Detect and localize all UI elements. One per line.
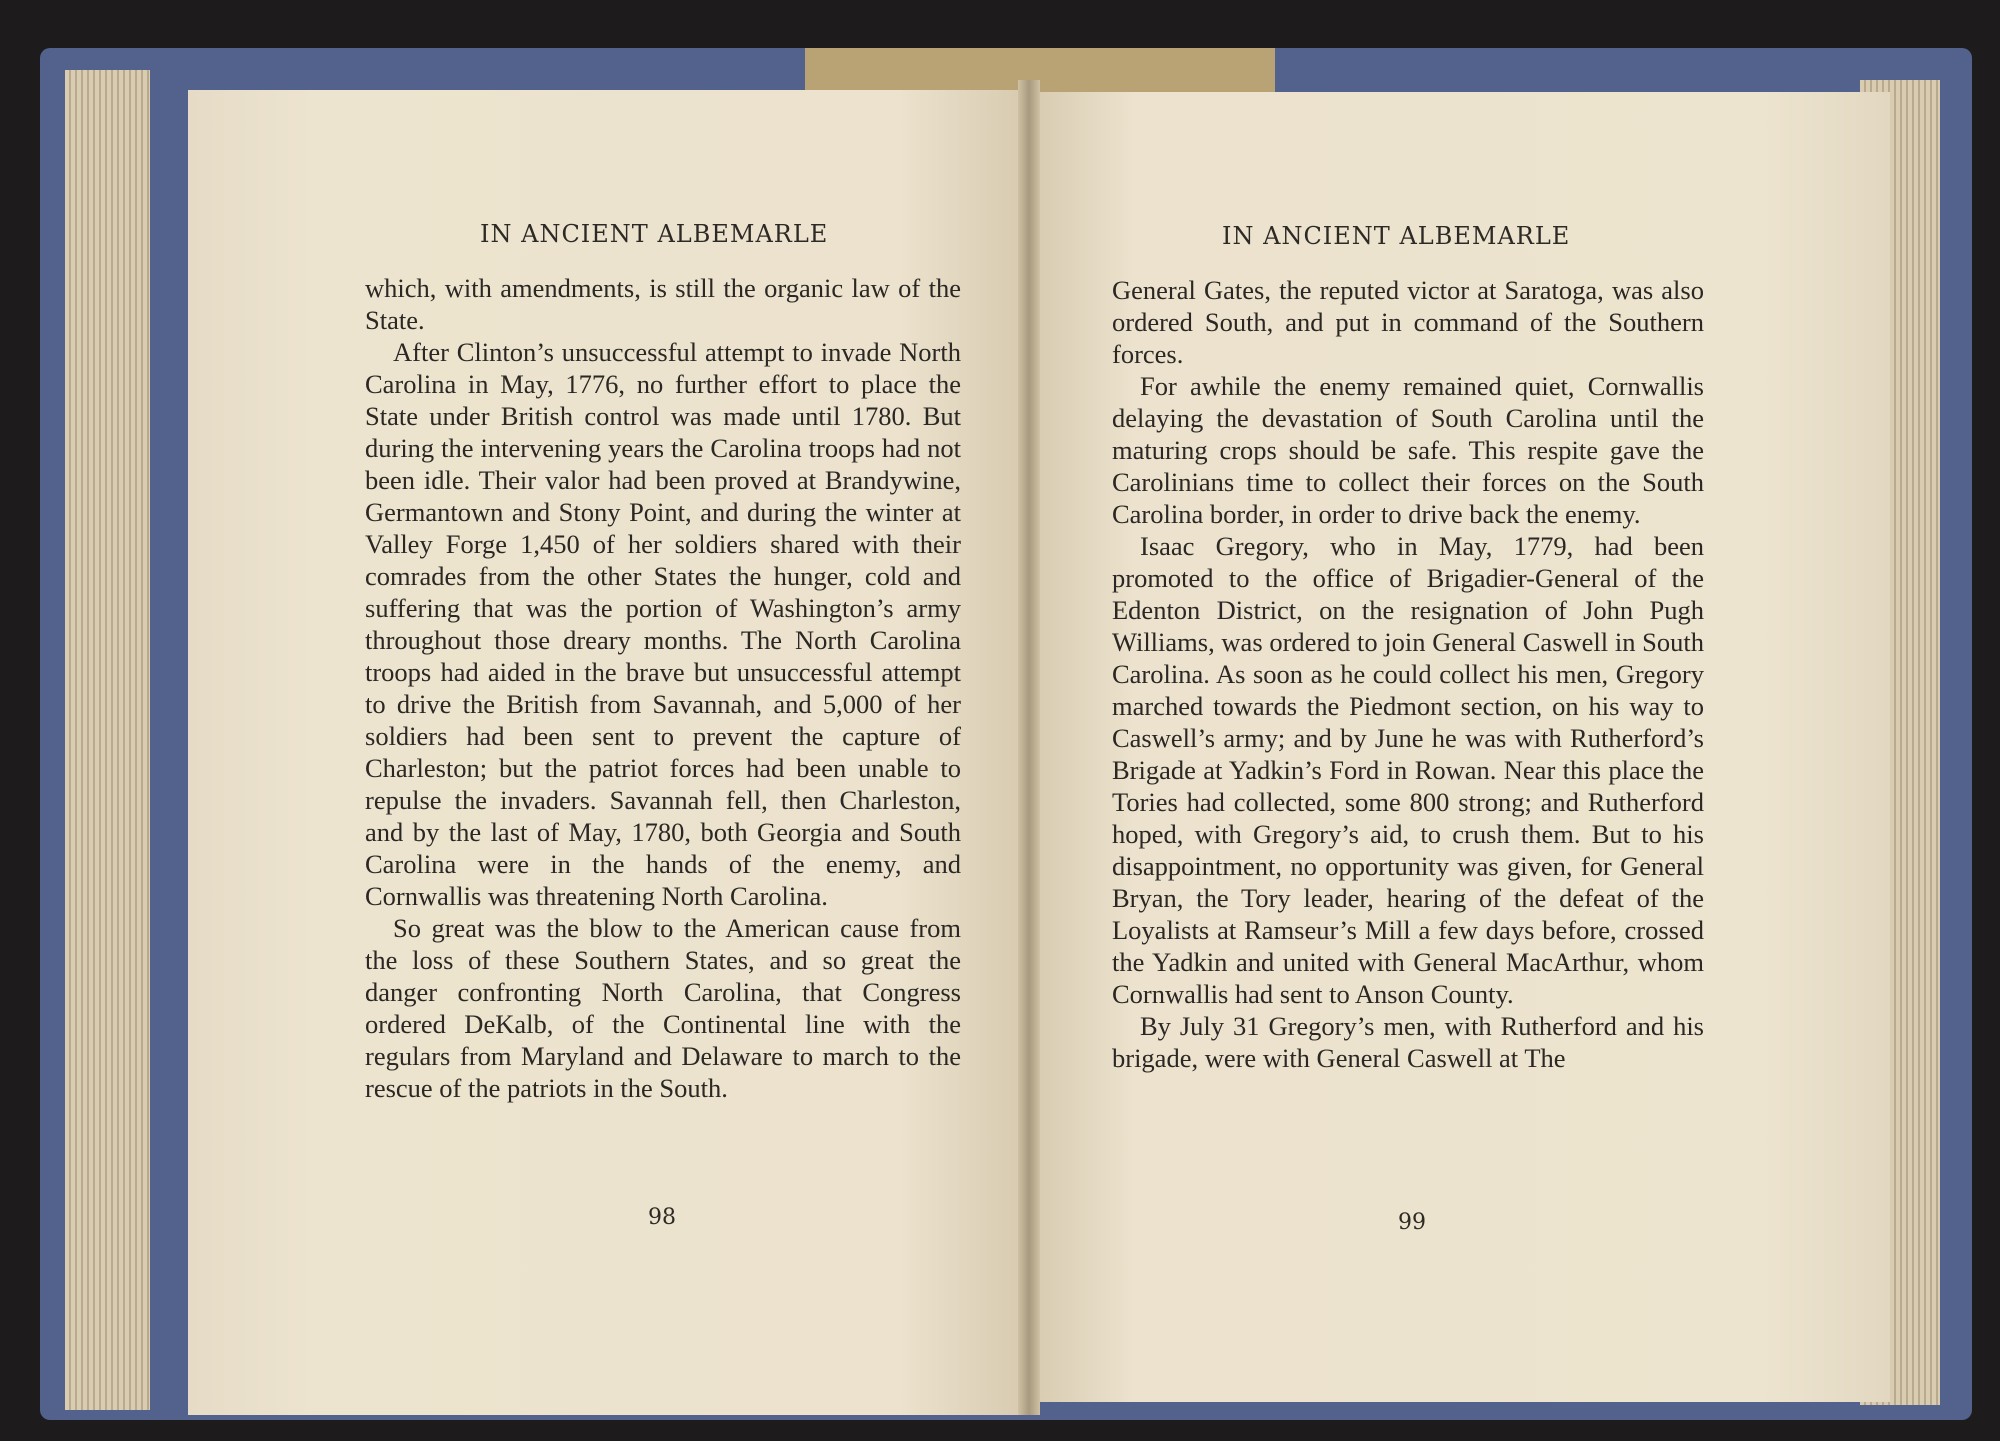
left-running-head: IN ANCIENT ALBEMARLE (480, 220, 829, 248)
left-page-edges (65, 70, 150, 1410)
paragraph: For awhile the enemy remained quiet, Cornwallis delaying the devastation of South Carolina until the maturing crops should be safe. This respite gave the Carolinians time to collect their forces on the South Carolina border, in order to drive back the enemy. (1112, 371, 1704, 529)
book-gutter (1018, 80, 1040, 1415)
left-text-block (365, 272, 961, 1104)
left-page-number: 98 (648, 1205, 676, 1230)
spine-cloth (805, 48, 1275, 93)
right-text-block (1112, 274, 1704, 1074)
right-page-number: 99 (1398, 1210, 1426, 1235)
paragraph: General Gates, the reputed victor at Saratoga, was also ordered South, and put in command of the Southern forces. (1112, 275, 1704, 369)
paragraph: Isaac Gregory, who in May, 1779, had been promoted to the office of Brigadier-General of the Edenton District, on the resignation of John Pugh Williams, was ordered to join General Caswell in South Carolina. As soon as he could collect his men, Gregory marched towards the Piedmont section, on his way to Caswell’s army; and by June he was with Rutherford’s Brigade at Yadkin’s Ford in Rowan. Near this place the Tories had collected, some 800 strong; and Rutherford hoped, with Gregory’s aid, to crush them. But to his disappointment, no opportunity was given, for General Bryan, the Tory leader, hearing of the defeat of the Loyalists at Ramseur’s Mill a few days before, crossed the Yadkin and united with General MacArthur, whom Cornwallis had sent to Anson County. (1112, 531, 1704, 1009)
right-running-head: IN ANCIENT ALBEMARLE (1222, 222, 1571, 250)
paragraph: After Clinton’s unsuccessful attempt to invade North Carolina in May, 1776, no further effort to place the State under British control was made until 1780. But during the intervening years the Carolina troops had not been idle. Their valor had been proved at Brandywine, Germantown and Stony Point, and during the winter at Valley Forge 1,450 of her soldiers shared with their comrades from the other States the hunger, cold and suffering that was the portion of Washington’s army throughout those dreary months. The North Carolina troops had aided in the brave but unsuccessful attempt to drive the British from Savannah, and 5,000 of her soldiers had been sent to prevent the capture of Charleston; but the patriot forces had been unable to repulse the invaders. Savannah fell, then Charleston, and by the last of May, 1780, both Georgia and South Carolina were in the hands of the enemy, and Cornwallis was threatening North Carolina. (365, 337, 961, 911)
paragraph: So great was the blow to the American cause from the loss of these Southern States, and so great the danger confronting North Carolina, that Congress ordered DeKalb, of the Continental line with the regulars from Maryland and Delaware to march to the rescue of the patriots in the South. (365, 913, 961, 1103)
paragraph: which, with amendments, is still the organic law of the State. (365, 273, 961, 335)
paragraph: By July 31 Gregory’s men, with Rutherford and his brigade, were with General Caswell at The (1112, 1011, 1704, 1073)
